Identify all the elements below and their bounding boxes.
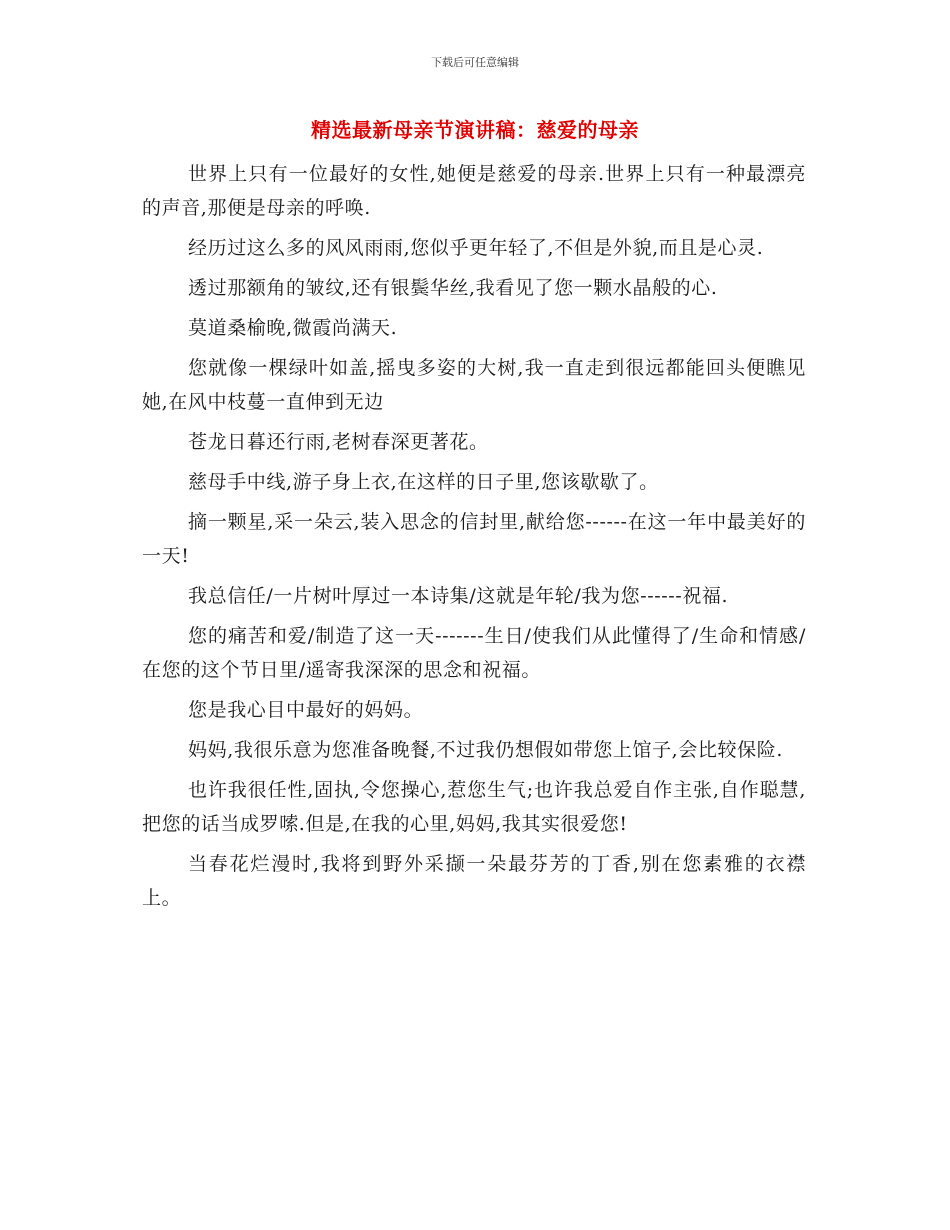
paragraph: 苍龙日暮还行雨,老树春深更著花。 — [188, 431, 489, 453]
paragraph: 当春花烂漫时,我将到野外采撷一朵最芬芳的丁香,别在您素雅的衣襟上。 — [142, 853, 806, 909]
paragraph: 莫道桑榆晚,微霞尚满天. — [188, 317, 398, 339]
paragraph: 经历过这么多的风风雨雨,您似乎更年轻了,不但是外貌,而且是心灵. — [188, 237, 764, 259]
paragraph: 您就像一棵绿叶如盖,摇曳多姿的大树,我一直走到很远都能回头便瞧见她,在风中枝蔓一直伸到无边 — [142, 357, 806, 413]
paragraph: 您是我心目中最好的妈妈。 — [188, 699, 424, 721]
paragraph: 也许我很任性,固执,令您操心,惹您生气;也许我总爱自作主张,自作聪慧,把您的话当成罗嗦.但是,在我的心里,妈妈,我其实很爱您! — [142, 779, 806, 835]
paragraph: 妈妈,我很乐意为您准备晚餐,不过我仍想假如带您上馆子,会比较保险. — [188, 739, 783, 761]
paragraph: 慈母手中线,游子身上衣,在这样的日子里,您该歇歇了。 — [188, 471, 659, 493]
paragraph: 世界上只有一位最好的女性,她便是慈爱的母亲.世界上只有一种最漂亮的声音,那便是母亲的呼唤. — [142, 163, 806, 219]
paragraph: 摘一颗星,采一朵云,装入思念的信封里,献给您------在这一年中最美好的一天! — [142, 511, 806, 567]
document-body — [142, 157, 806, 921]
paragraph: 我总信任/一片树叶厚过一本诗集/这就是年轮/我为您------祝福. — [188, 585, 729, 607]
paragraph: 您的痛苦和爱/制造了这一天-------生日/使我们从此懂得了/生命和情感/在您的这个节日里/遥寄我深深的思念和祝福。 — [142, 625, 806, 681]
paragraph: 透过那额角的皱纹,还有银鬓华丝,我看见了您一颗水晶般的心. — [188, 277, 718, 299]
document-title: 精选最新母亲节演讲稿：慈爱的母亲 — [311, 118, 639, 142]
header-note: 下载后可任意编辑 — [431, 56, 519, 69]
